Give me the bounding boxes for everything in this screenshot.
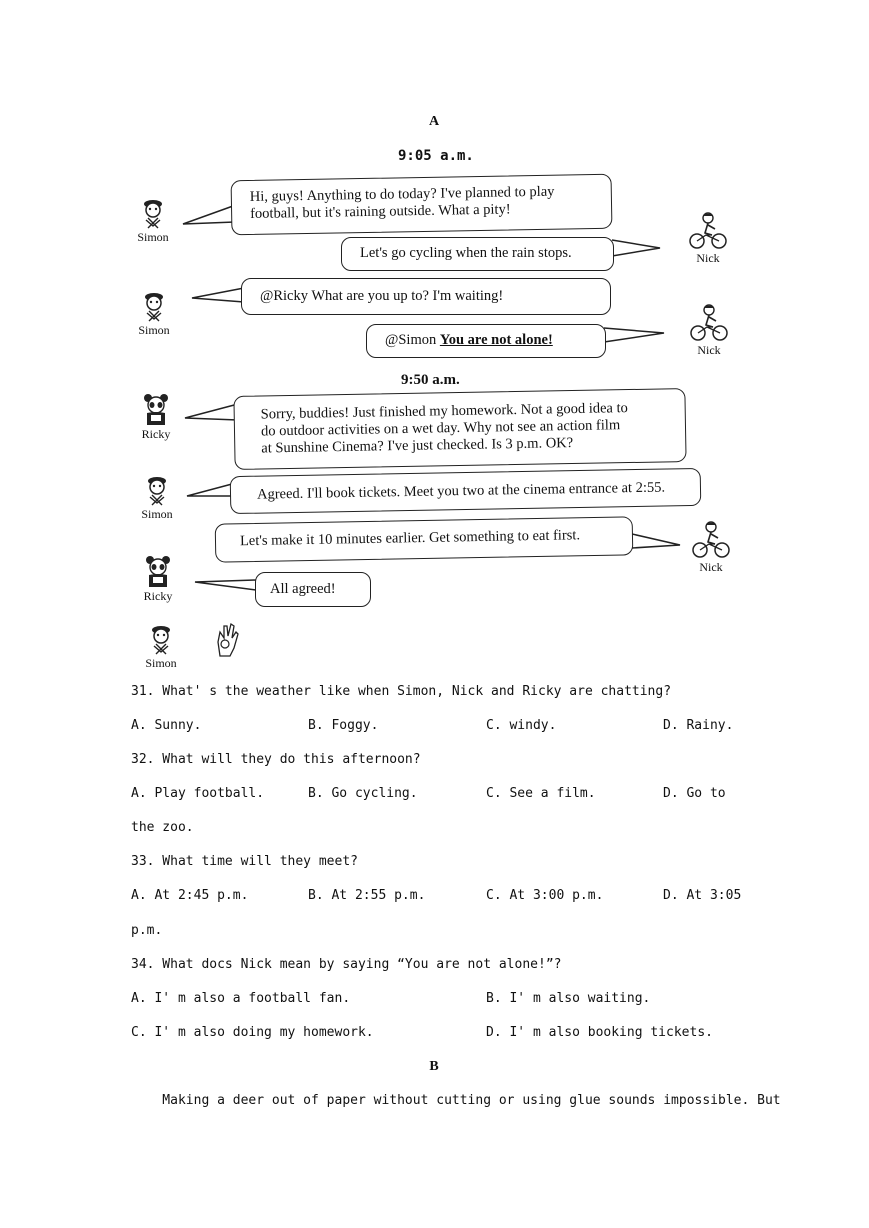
section-b-heading: B: [429, 1059, 439, 1074]
option-d: D. Rainy.: [663, 718, 734, 733]
speaker-name: Simon: [141, 507, 173, 521]
question-33: 33. What time will they meet?: [131, 854, 358, 869]
section-a-heading: A: [428, 114, 440, 129]
option-d: D. At 3:05: [663, 888, 742, 903]
option-b: B. I' m also waiting.: [486, 991, 651, 1006]
option-a: A. I' m also a football fan.: [131, 991, 351, 1006]
option-b: B. Go cycling.: [308, 786, 418, 801]
question-32: 32. What will they do this afternoon?: [131, 752, 421, 767]
time-stamp-905: 9:05 a.m.: [398, 148, 474, 164]
message-text: Sorry, buddies! Just finished my homework. Not a good idea to: [260, 400, 628, 423]
option-c: C. I' m also doing my homework.: [131, 1025, 374, 1040]
message-text: Let's make it 10 minutes earlier. Get something to eat first.: [239, 527, 581, 550]
option-c: C. At 3:00 p.m.: [486, 888, 604, 903]
speaker-name: Nick: [699, 560, 723, 574]
question-31: 31. What' s the weather like when Simon, Nick and Ricky are chatting?: [131, 684, 672, 699]
speaker-name: Nick: [696, 251, 720, 265]
message-text: Hi, guys! Anything to do today? I've planned to play: [249, 183, 555, 205]
speaker-name: Ricky: [143, 589, 173, 603]
message-emphasis: You are not alone!: [439, 332, 553, 348]
message-bubble: [215, 516, 634, 562]
option-a: A. Sunny.: [131, 718, 202, 733]
speaker-name: Ricky: [141, 427, 171, 441]
message-bubble: [241, 278, 611, 315]
option-a: A. Play football.: [131, 786, 265, 801]
speaker-name: Nick: [697, 343, 721, 357]
message-text: at Sunshine Cinema? I've just checked. Is 3 p.m. OK?: [261, 435, 574, 457]
option-a: A. At 2:45 p.m.: [131, 888, 249, 903]
message-text: football, but it's raining outside. What a pity!: [249, 201, 511, 222]
question-34: 34. What docs Nick mean by saying “You are not alone!”?: [131, 957, 562, 972]
message-bubble: [231, 174, 613, 236]
message-text: @Ricky What are you up to? I'm waiting!: [260, 288, 504, 304]
passage-b-text: Making a deer out of paper without cutting or using glue sounds impossible. But: [131, 1093, 781, 1108]
message-text: do outdoor activities on a wet day. Why not see an action film: [260, 417, 621, 440]
message-text: All agreed!: [270, 581, 336, 597]
time-stamp-950: 9:50 a.m.: [401, 372, 460, 388]
speaker-name: Simon: [145, 656, 177, 670]
message-bubble: [255, 572, 371, 607]
speaker-name: Simon: [137, 230, 169, 244]
speaker-name: Simon: [138, 323, 170, 337]
message-bubble: [233, 388, 686, 470]
option-c: C. See a film.: [486, 786, 596, 801]
message-bubble: [341, 237, 614, 271]
option-d: D. I' m also booking tickets.: [486, 1025, 713, 1040]
option-d-continued: p.m.: [131, 923, 163, 938]
message-bubble: [366, 324, 606, 358]
option-b: B. At 2:55 p.m.: [308, 888, 426, 903]
option-d-continued: the zoo.: [131, 820, 194, 835]
option-c: C. windy.: [486, 718, 557, 733]
message-text: Agreed. I'll book tickets. Meet you two at the cinema entrance at 2:55.: [256, 479, 666, 503]
option-d: D. Go to: [663, 786, 726, 801]
message-text: Let's go cycling when the rain stops.: [360, 245, 572, 261]
message-text: @Simon: [385, 332, 440, 348]
option-b: B. Foggy.: [308, 718, 379, 733]
